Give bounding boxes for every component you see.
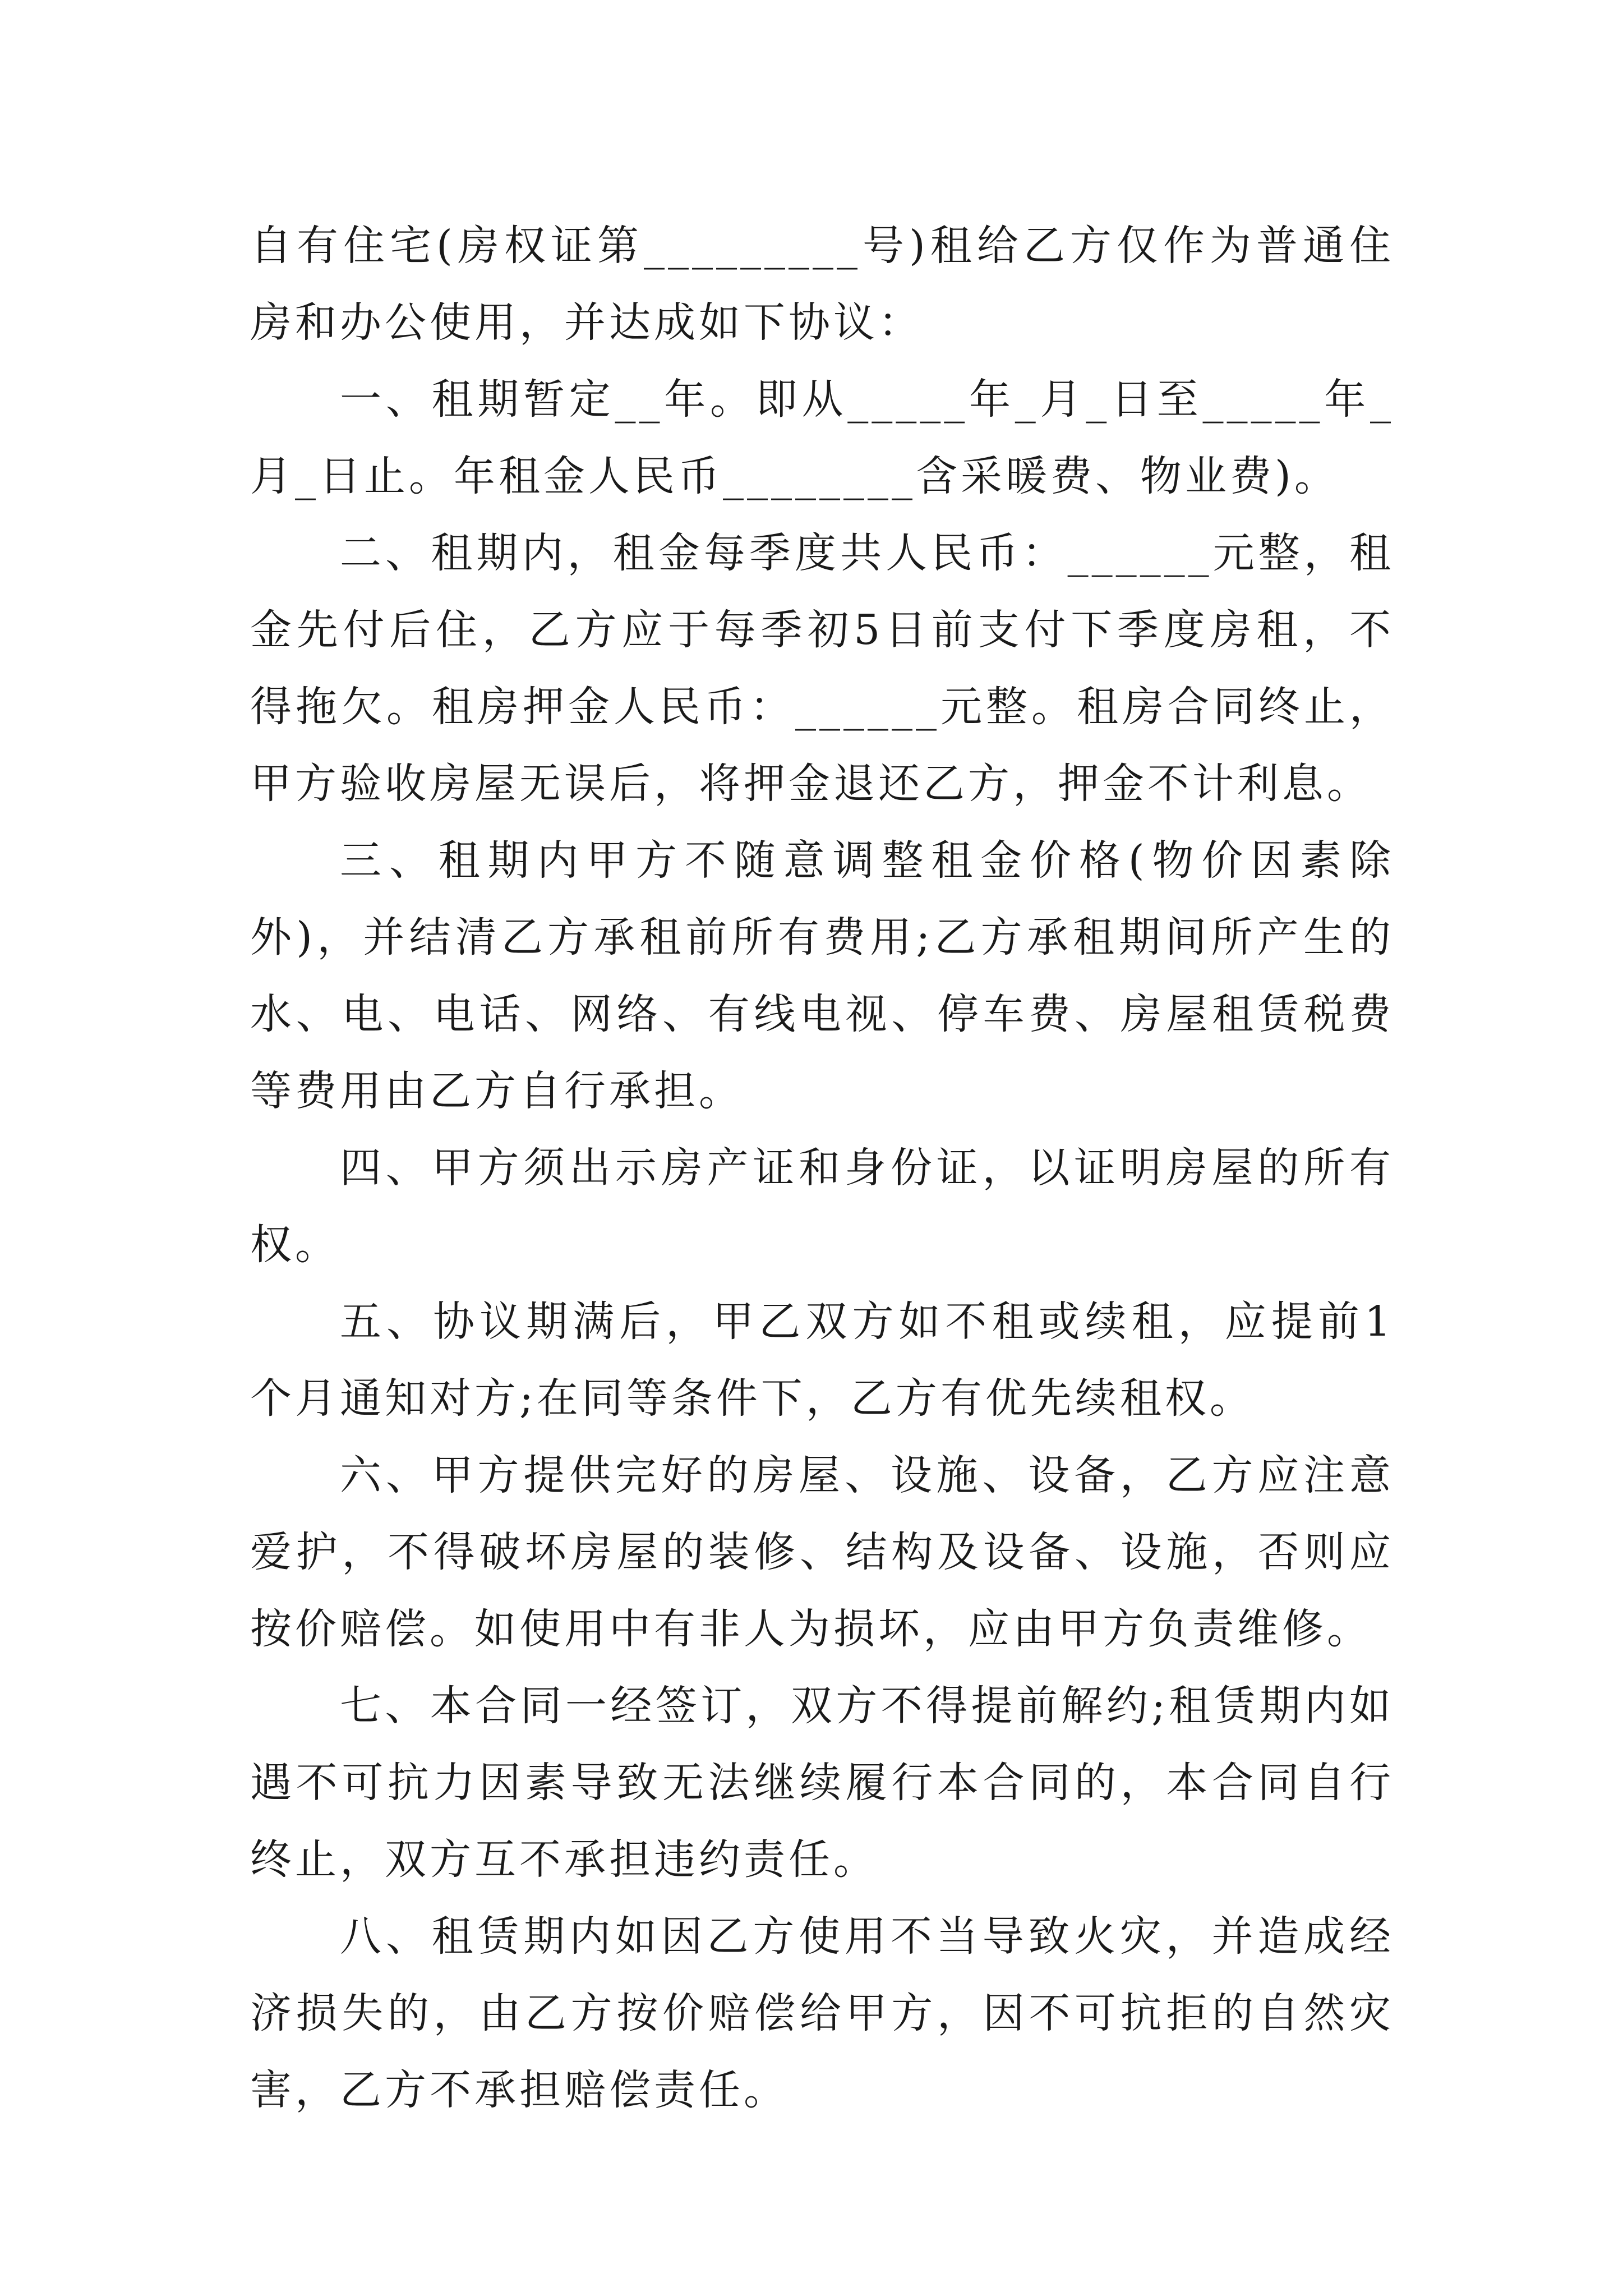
paragraph-clause-6: 六、甲方提供完好的房屋、设施、设备，乙方应注意爱护，不得破坏房屋的装修、结构及设备、设施，否则应按价赔偿。如使用中有非人为损坏，应由甲方负责维修。: [250, 1451, 1394, 1653]
paragraph-clause-7: 七、本合同一经签订，双方不得提前解约;租赁期内如遇不可抗力因素导致无法继续履行本合同的，本合同自行终止，双方互不承担违约责任。: [250, 1682, 1394, 1884]
contract-body: [250, 208, 1394, 2129]
paragraph-clause-1: 一、租期暂定__年。即从_____年_月_日至_____年_月_日止。年租金人民币________含采暖费、物业费)。: [250, 375, 1394, 500]
paragraph-clause-8: 八、租赁期内如因乙方使用不当导致火灾，并造成经济损失的，由乙方按价赔偿给甲方，因不可抗拒的自然灾害，乙方不承担赔偿责任。: [250, 1912, 1394, 2114]
paragraph-clause-4: 四、甲方须出示房产证和身份证，以证明房屋的所有权。: [250, 1144, 1394, 1269]
paragraph-clause-3: 三、租期内甲方不随意调整租金价格(物价因素除外)，并结清乙方承租前所有费用;乙方承租期间所产生的水、电、电话、网络、有线电视、停车费、房屋租赁税费等费用由乙方自行承担。: [250, 836, 1394, 1115]
paragraph-clause-5: 五、协议期满后，甲乙双方如不租或续租，应提前1个月通知对方;在同等条件下，乙方有优先续租权。: [250, 1297, 1394, 1423]
paragraph-intro: 自有住宅(房权证第_________号)租给乙方仅作为普通住房和办公使用，并达成如下协议：: [250, 222, 1394, 347]
paragraph-clause-2: 二、租期内，租金每季度共人民币：______元整，租金先付后住，乙方应于每季初5日前支付下季度房租，不得拖欠。租房押金人民币：______元整。租房合同终止，甲方验收房屋无误后，将押金退还乙方，押金不计利息。: [250, 529, 1394, 808]
